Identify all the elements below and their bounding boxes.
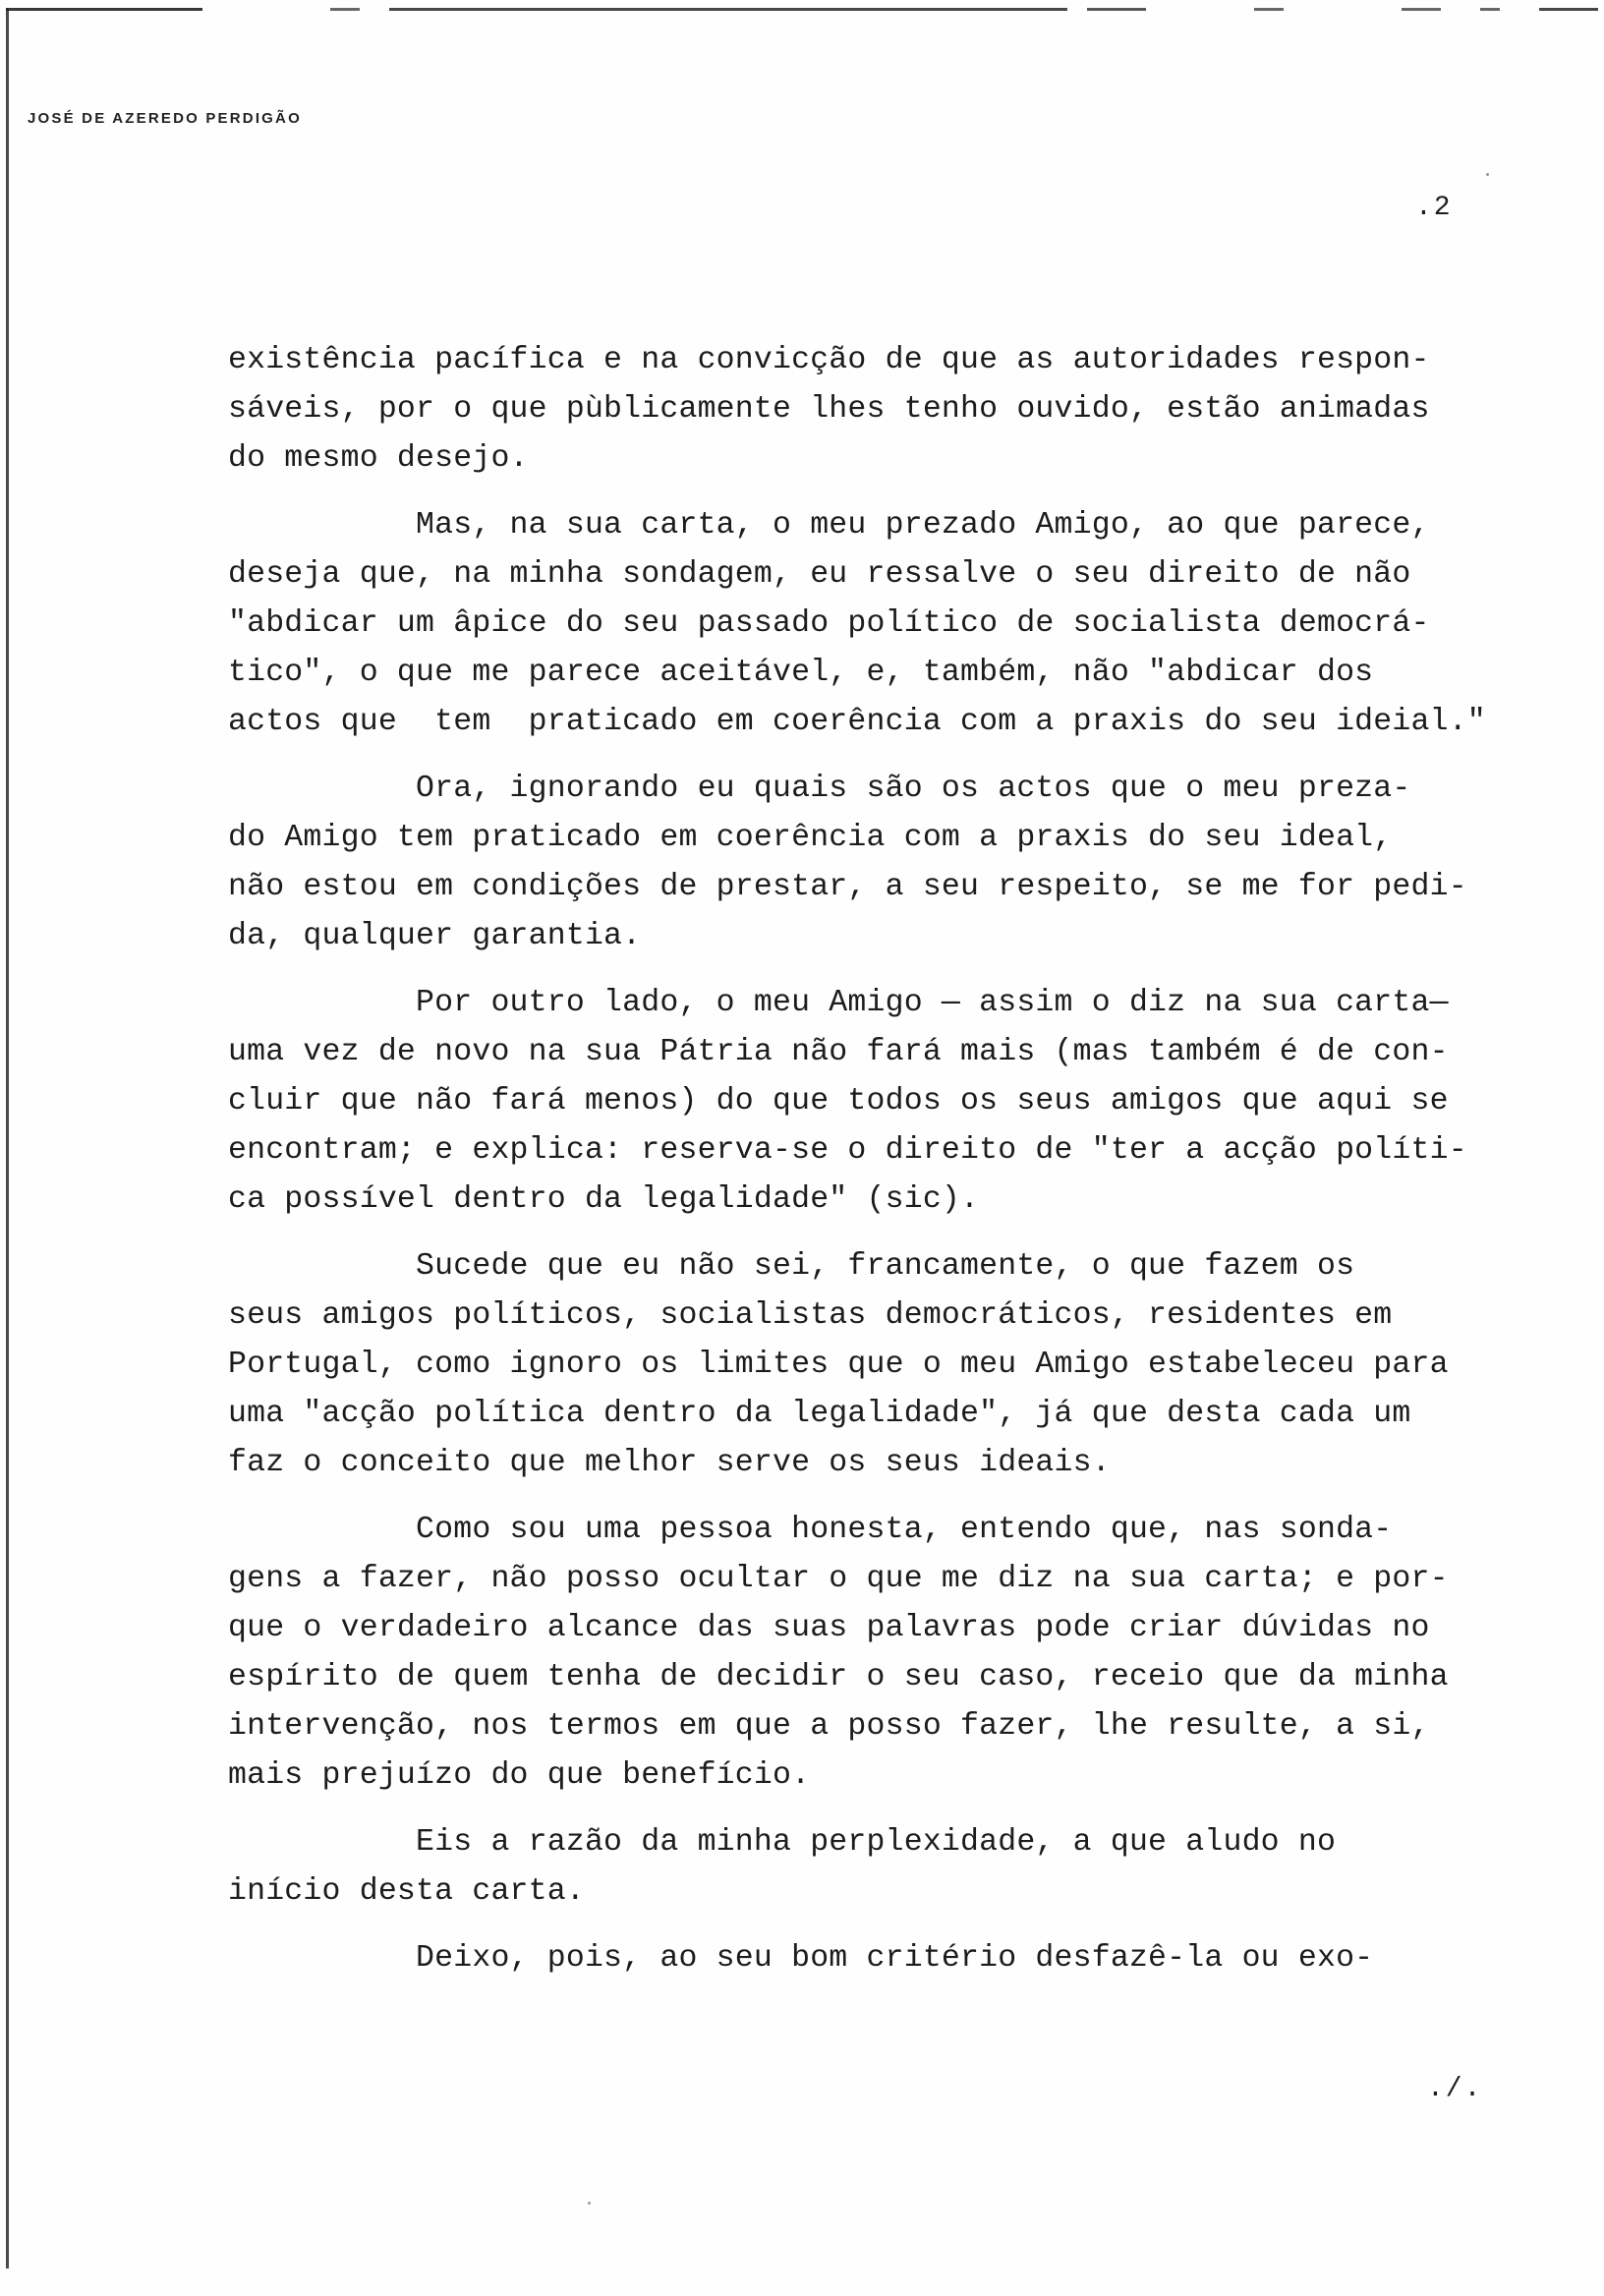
text-line: Portugal, como ignoro os limites que o meu Amigo estabeleceu para [228, 1348, 1449, 1382]
text-line: gens a fazer, não posso ocultar o que me diz na sua carta; e por- [228, 1562, 1449, 1596]
text-line: Mas, na sua carta, o meu prezado Amigo, ao que parece, [228, 508, 1430, 543]
text-line: Deixo, pois, ao seu bom critério desfazê-la ou exo- [228, 1941, 1374, 1976]
scan-edge-left [6, 8, 9, 2268]
letterhead: JOSÉ DE AZEREDO PERDIGÃO [28, 110, 302, 127]
paragraph [228, 765, 1545, 961]
text-line: Eis a razão da minha perplexidade, a que aludo no [228, 1825, 1337, 1860]
page-number: .2 [1415, 193, 1453, 223]
text-line: que o verdadeiro alcance das suas palavras pode criar dúvidas no [228, 1611, 1430, 1645]
letter-body [228, 336, 1545, 2001]
paragraph [228, 1506, 1545, 1801]
paragraph [228, 1242, 1545, 1488]
text-line: espírito de quem tenha de decidir o seu caso, receio que da minha [228, 1660, 1449, 1694]
paragraph [228, 979, 1545, 1225]
text-line: não estou em condições de prestar, a seu respeito, se me for pedi- [228, 870, 1467, 904]
continuation-mark: ./. [1427, 2074, 1483, 2104]
scan-speck [588, 2202, 591, 2205]
text-line: actos que tem praticado em coerência com a praxis do seu ideial." [228, 705, 1486, 739]
text-line: intervenção, nos termos em que a posso fazer, lhe resulte, a si, [228, 1709, 1430, 1744]
text-line: uma vez de novo na sua Pátria não fará mais (mas também é de con- [228, 1035, 1449, 1069]
text-line: uma "acção política dentro da legalidade", já que desta cada um [228, 1397, 1411, 1431]
text-line: da, qualquer garantia. [228, 919, 642, 953]
text-line: início desta carta. [228, 1874, 585, 1909]
text-line: Ora, ignorando eu quais são os actos que o meu preza- [228, 772, 1411, 806]
text-line: encontram; e explica: reserva-se o direito de "ter a acção políti- [228, 1133, 1467, 1168]
text-line: seus amigos políticos, socialistas democráticos, residentes em [228, 1298, 1393, 1333]
scan-edge-top [6, 8, 1598, 11]
text-line: deseja que, na minha sondagem, eu ressalve o seu direito de não [228, 557, 1411, 592]
text-line: "abdicar um âpice do seu passado político de socialista democrá- [228, 606, 1430, 641]
text-line: do mesmo desejo. [228, 441, 529, 476]
text-line: existência pacífica e na convicção de que as autoridades respon- [228, 343, 1430, 377]
scan-speck [1486, 173, 1489, 176]
paragraph [228, 336, 1545, 484]
text-line: do Amigo tem praticado em coerência com a praxis do seu ideal, [228, 821, 1393, 855]
text-line: sáveis, por o que pùblicamente lhes tenho ouvido, estão animadas [228, 392, 1430, 427]
text-line: tico", o que me parece aceitável, e, também, não "abdicar dos [228, 656, 1374, 690]
paragraph [228, 1934, 1545, 1983]
text-line: mais prejuízo do que benefício. [228, 1758, 811, 1793]
text-line: Como sou uma pessoa honesta, entendo que, nas sonda- [228, 1513, 1393, 1547]
text-line: ca possível dentro da legalidade" (sic). [228, 1182, 980, 1217]
text-line: cluir que não fará menos) do que todos os seus amigos que aqui se [228, 1084, 1449, 1119]
paragraph [228, 501, 1545, 747]
paragraph [228, 1818, 1545, 1917]
text-line: Sucede que eu não sei, francamente, o que fazem os [228, 1249, 1355, 1284]
text-line: Por outro lado, o meu Amigo — assim o diz na sua carta— [228, 986, 1449, 1020]
text-line: faz o conceito que melhor serve os seus ideais. [228, 1446, 1111, 1480]
